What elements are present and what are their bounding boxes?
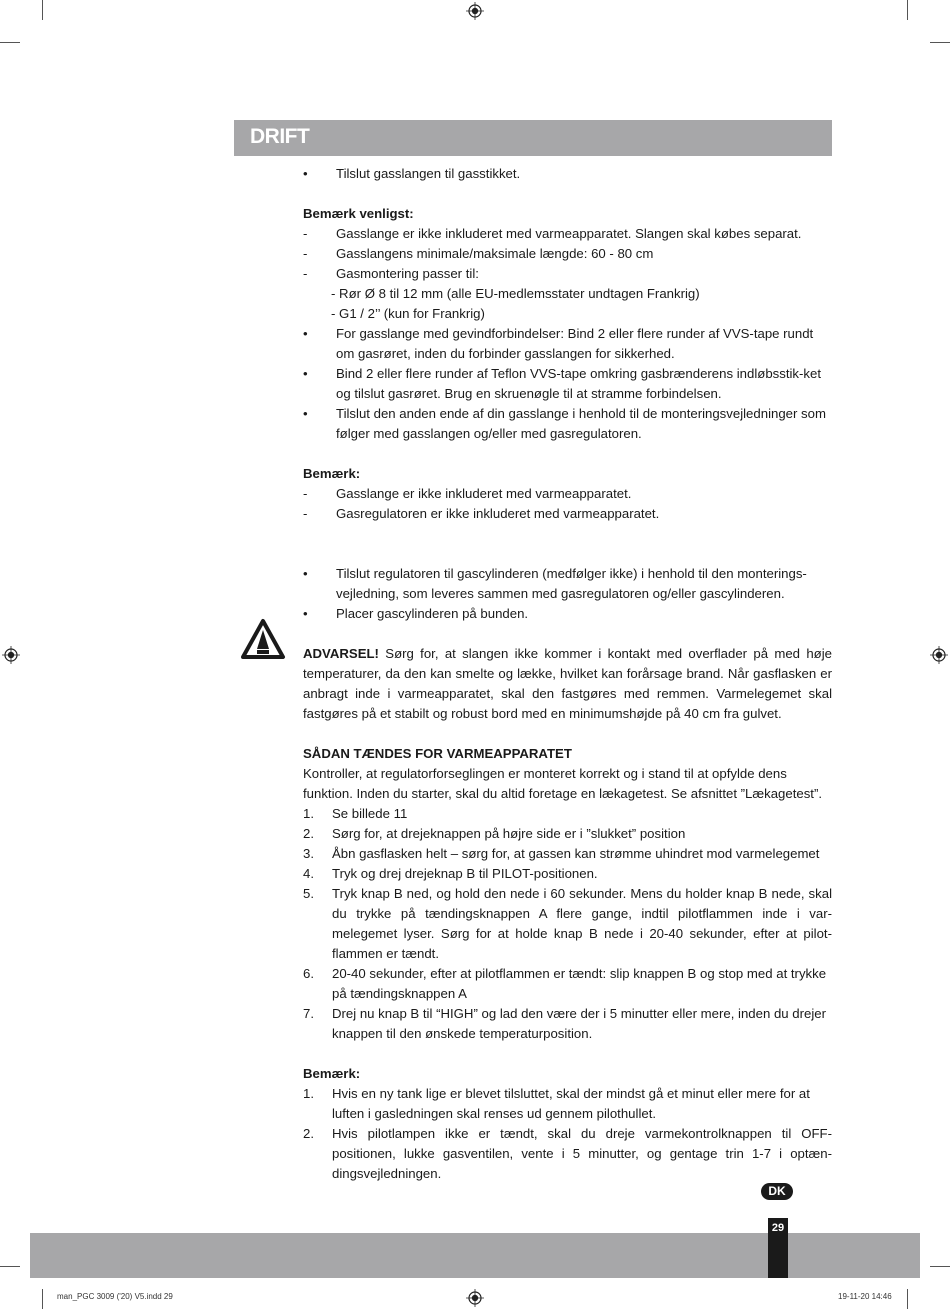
note-heading: Bemærk: [303,466,361,481]
crop-mark [0,1266,20,1267]
registration-mark-icon [466,2,484,20]
language-badge: DK [761,1183,793,1200]
list-item [303,164,832,184]
list-item-text: Tilslut den anden ende af din gasslange i henhold til de monteringsvejledninger som følger med gasslangen og/eller med gasregulatoren. [336,406,826,441]
step-text: Tryk knap B ned, og hold den nede i 60 sekunder. Mens du holder knap B nede, skal du trykke på tændingsknappen A flere gange, indtil pilotflammen inde i var-melegemet lyser. Sørg for at holde knap B nede i 20-40 sekunder, efter at pilot-flammen er tændt. [332,886,832,961]
note-heading: Bemærk venligst: [303,206,414,221]
step-text: Hvis pilotlampen ikke er tændt, skal du dreje varmekontrolknappen til OFF-positionen, lukke gasventilen, vente i 5 minutter, og gentage trin 1-7 i optæn-dingsvejledningen. [332,1126,832,1181]
bullet: • [303,406,308,421]
numbered-step [303,1004,832,1044]
numbered-step [303,804,832,824]
list-item-text: Gasregulatoren er ikke inkluderet med varmeapparatet. [336,506,660,521]
section-header-band [234,120,832,156]
step-number: 5. [303,886,314,901]
list-item-text: Gasslangens minimale/maksimale længde: 60 - 80 cm [336,246,654,261]
crop-mark [930,1266,950,1267]
list-item [303,404,832,444]
step-number: 3. [303,846,314,861]
step-text: Åbn gasflasken helt – sørg for, at gassen kan strømme uhindret mod varmelegemet [332,846,820,861]
list-item [303,484,832,504]
crop-mark [42,0,43,20]
dash: - [303,246,308,261]
step-text: Hvis en ny tank lige er blevet tilsluttet, skal der mindst gå et minut eller mere for at luften i gasledningen skal renses ud gennem pilothullet. [332,1086,810,1121]
warning-label: ADVARSEL! [303,646,379,661]
list-item-text: Tilslut gasslangen til gasstikket. [336,166,521,181]
warning-text: Sørg for, at slangen ikke kommer i kontakt med overflader på med høje temperaturer, da den kan smelte og lække, hvilket kan forårsage brand. Når gasflasken er anbragt inde i varmeapparatet, skal den fastgøres med remmen. Varmelegemet skal fastgøres på et stabilt og robust bord med en minimumshøjde på 40 cm fra gulvet. [303,646,832,721]
step-number: 2. [303,1126,314,1141]
bullet: • [303,366,308,381]
sub-list-item: - Rør Ø 8 til 12 mm (alle EU-medlemsstater undtagen Frankrig) [331,286,700,301]
step-number: 4. [303,866,314,881]
dash: - [303,226,308,241]
slug-file: man_PGC 3009 ('20) V5.indd 29 [57,1292,173,1301]
list-item [303,264,832,284]
numbered-step [303,864,832,884]
list-item-text: Bind 2 eller flere runder af Teflon VVS-tape omkring gasbrænderens indløbsstik-ket og tilslut gasrøret. Brug en skruenøgle til at stramme forbindelsen. [336,366,822,401]
page-number-tab [768,1218,788,1278]
registration-mark-icon [2,646,20,664]
registration-mark-icon [930,646,948,664]
list-item-text: Tilslut regulatoren til gascylinderen (medfølger ikke) i henhold til den monterings-vejledning, som leveres sammen med gasregulatoren og/eller gascylinderen. [336,566,807,601]
list-item [303,324,832,364]
list-item [303,364,832,404]
list-item [303,564,832,604]
step-text: Sørg for, at drejeknappen på højre side er i ”slukket” position [332,826,686,841]
page-number: 29 [771,1222,785,1234]
list-item [303,504,832,524]
numbered-step [303,884,832,964]
dash: - [303,266,308,281]
bullet: • [303,166,308,181]
ignition-heading: SÅDAN TÆNDES FOR VARMEAPPARATET [303,746,572,761]
dash: - [303,506,308,521]
numbered-step [303,824,832,844]
numbered-step [303,1124,832,1184]
crop-mark [0,42,20,43]
list-item-text: For gasslange med gevindforbindelser: Bind 2 eller flere runder af VVS-tape rundt om gasrøret, inden du forbinder gasslangen for sikkerhed. [336,326,814,361]
warning-paragraph [303,644,832,724]
crop-mark [930,42,950,43]
list-item-text: Gasmontering passer til: [336,266,479,281]
numbered-step [303,1084,832,1124]
step-number: 1. [303,806,314,821]
step-text: Tryk og drej drejeknap B til PILOT-positionen. [332,866,598,881]
document-body [303,164,832,1184]
bullet: • [303,606,308,621]
note-heading: Bemærk: [303,1066,361,1081]
step-number: 1. [303,1086,314,1101]
bullet: • [303,326,308,341]
dash: - [303,486,308,501]
numbered-step [303,844,832,864]
list-item-text: Gasslange er ikke inkluderet med varmeapparatet. [336,486,632,501]
list-item [303,224,832,244]
step-number: 6. [303,966,314,981]
step-text: 20-40 sekunder, efter at pilotflammen er tændt: slip knappen B og stop med at trykke på tændingsknappen A [332,966,827,1001]
step-number: 2. [303,826,314,841]
slug-date: 19-11-20 14:46 [838,1292,892,1301]
list-item-text: Placer gascylinderen på bunden. [336,606,529,621]
bullet: • [303,566,308,581]
numbered-step [303,964,832,1004]
warning-triangle-icon [240,618,286,660]
section-title: DRIFT [250,125,310,148]
step-text: Se billede 11 [332,806,408,821]
registration-mark-icon [466,1289,484,1307]
step-number: 7. [303,1006,314,1021]
list-item-text: Gasslange er ikke inkluderet med varmeapparatet. Slangen skal købes separat. [336,226,802,241]
crop-mark [907,1289,908,1309]
crop-mark [42,1289,43,1309]
sub-list-item: - G1 / 2’’ (kun for Frankrig) [331,306,485,321]
crop-mark [907,0,908,20]
list-item [303,244,832,264]
ignition-intro: Kontroller, at regulatorforseglingen er monteret korrekt og i stand til at opfylde dens funktion. Inden du starter, skal du altid foretage en lækagetest. Se afsnittet ”Lækagetest”. [303,766,823,801]
step-text: Drej nu knap B til “HIGH” og lad den være der i 5 minutter eller mere, inden du drejer knappen til den ønskede temperaturposition. [332,1006,827,1041]
list-item [303,604,832,624]
